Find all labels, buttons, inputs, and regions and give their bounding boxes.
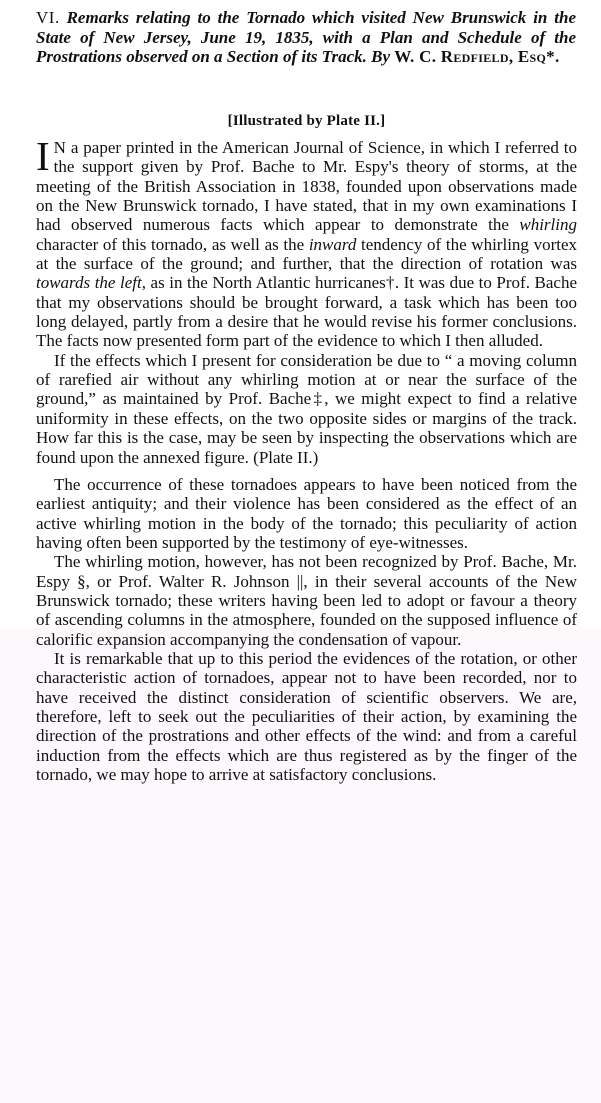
emphasis-inward: inward xyxy=(308,234,357,254)
paragraph-1 xyxy=(36,133,578,351)
author-name: W. C. Redfield, Esq*. xyxy=(394,47,560,66)
emphasis-towards-left: towards the left xyxy=(36,273,142,293)
paragraph-4: The whirling motion, however, has not been recognized by Prof. Bache, Mr. Espy §, or Prof. Walter R. Johnson ||, in their several accounts of the New Brunswick tornado; these writers having been led to adopt or favour a theory of ascending columns in the atmosphere, founded on the supposed influence of calorific expansion accompanying the condensation of vapour. xyxy=(36,552,577,649)
drop-cap: I xyxy=(36,133,50,179)
paragraph-2: If the effects which I present for consideration be due to “ a moving column of rarefied air without any whirling motion at or near the surface of the ground,” as maintained by Prof. Bache‡, we might expect to find a relative uniformity in these effects, on the two opposite sides or margins of the track. How far this is the case, may be seen by inspecting the observations which are found upon the annexed figure. (Plate II.) xyxy=(36,350,577,467)
paragraph-1-text-a: N a paper printed in the American Journal of Science, in which I referred to the support given by Prof. Bache to Mr. Espy's theory of storms, at the meeting of the British Association in 1838, founded upon observations made on the New Brunswick tornado, I have stated, that in my own examinations I had observed numerous facts which appear to demonstrate the xyxy=(36,138,577,235)
byline-by: By xyxy=(371,47,391,66)
article-body xyxy=(36,133,578,784)
paragraph-1-text-b: character of this tornado, as well as the xyxy=(36,234,309,254)
article-title: Remarks relating to the Tornado which visited New Brunswick in the State of New Jersey, June 19, 1835, with a Plan and Schedule of the Prostrations observed on a Section of its Track. xyxy=(36,8,576,66)
paragraph-5: It is remarkable that up to this period the evidences of the rotation, or other characteristic action of tornadoes, appear not to have been recorded, nor to have received the distinct consideration of scientific observers. We are, therefore, left to seek out the peculiarities of their action, by examining the direction of the prostrations and other effects of the wind: and from a careful induction from the effects which are thus registered as by the finger of the tornado, we may hope to arrive at satisfactory conclusions. xyxy=(36,648,577,784)
emphasis-whirling: whirling xyxy=(519,215,577,235)
section-numeral: VI. xyxy=(36,8,60,27)
illustration-note xyxy=(0,113,601,130)
illustration-note-text: [Illustrated by Plate II.] xyxy=(227,113,386,129)
paragraph-1-text-c: tendency of the whirling vortex at the surface of the ground; and further, that the direction of rotation was xyxy=(36,234,578,274)
paragraph-3: The occurrence of these tornadoes appears to have been noticed from the earliest antiquity; and their violence has been considered as the effect of an active whirling motion in the body of the tornado; this peculiarity of action having often been supported by the testimony of eye-witnesses. xyxy=(36,474,577,552)
article-header xyxy=(36,8,576,67)
paragraph-1-text-d: , as in the North Atlantic hurricanes†. It was due to Prof. Bache that my observations should be brought forward, a task which has been too long delayed, partly from a desire that he would revise his former conclusions. The facts now presented form part of the evidence to which I then alluded. xyxy=(36,273,577,351)
page-fold-gap xyxy=(36,467,577,475)
